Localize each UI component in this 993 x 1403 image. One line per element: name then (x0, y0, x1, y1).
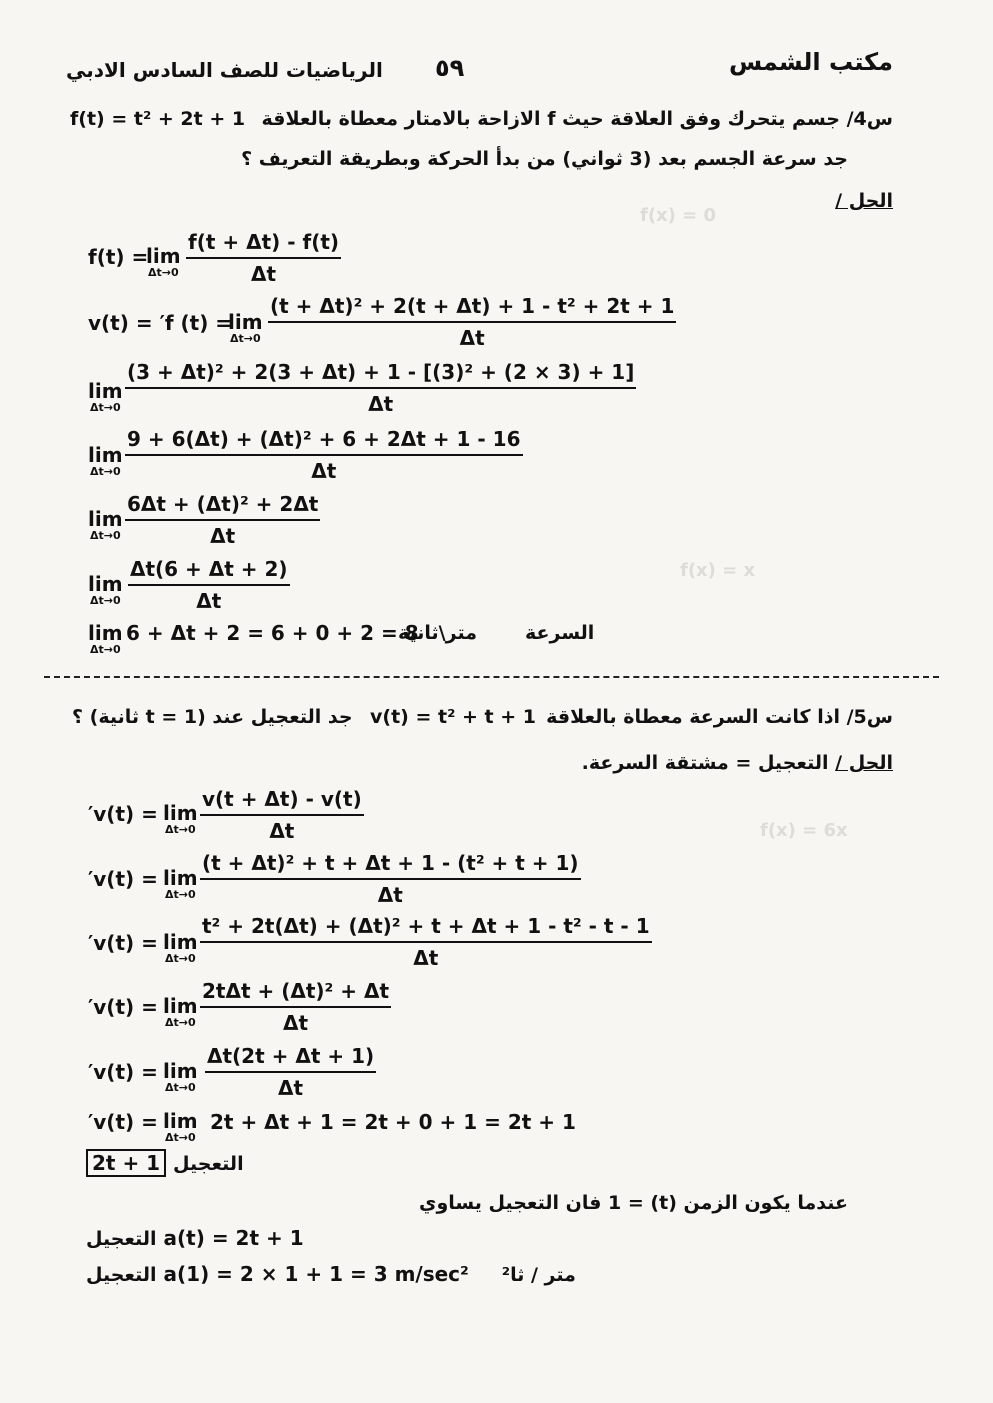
q5-row-lim: lim Δt→0 (163, 930, 198, 965)
q4-row-lim: lim Δt→0 (146, 244, 181, 279)
q4-final-lim: lim Δt→0 (88, 621, 123, 656)
q5-a-t-expression: a(t) = 2t + 1 (163, 1226, 304, 1250)
q5-a-1-word: التعجيل (86, 1264, 157, 1286)
q4-solution-label: الحل / (835, 190, 893, 212)
q4-final-word: السرعة (525, 622, 595, 644)
q5-boxed-value: 2t + 1 (86, 1149, 166, 1177)
q4-row-lhs: v(t) = ′f (t) = (88, 311, 233, 335)
q5-row-lim: lim Δt→0 (163, 994, 198, 1029)
q4-row-fraction: $\frac{\Delta t(6 + \Delta t + 2)}{\Delta t}$ (130, 557, 288, 613)
q5-title-text: س5/ اذا كانت السرعة معطاة بالعلاقة (546, 706, 893, 728)
q5-a-t-line (86, 1226, 304, 1250)
q4-row-lim: lim Δt→0 (88, 443, 123, 478)
q4-row-fraction: $\frac{f(t + \Delta t) - f(t)}{\Delta t}$ (188, 230, 340, 286)
q4-row-fraction: $\frac{\text{(t + Δt)² + 2(t + Δt) + 1 - t² + 2t + 1}}{\Delta t}$ (270, 294, 675, 350)
q4-row-lim: lim Δt→0 (88, 572, 123, 607)
q5-when-text: عندما يكون الزمن (t) = 1 فان التعجيل يساوي (419, 1192, 848, 1214)
q5-row-lim: lim Δt→0 (163, 801, 198, 836)
q4-line2: جد سرعة الجسم بعد (3 ثواني) من بدأ الحركة وبطريقة التعريف ؟ (241, 148, 848, 170)
header-subject: الرياضيات للصف السادس الادبي (66, 58, 383, 82)
q4-row-lhs: f(t) = (88, 245, 149, 269)
q5-title-tail: جد التعجيل عند (t = 1 ثانية) ؟ (72, 706, 353, 728)
q5-boxed-word: التعجيل (173, 1153, 244, 1175)
q5-row-lim: lim Δt→0 (163, 866, 198, 901)
bleed-through-text: f(x) = x (680, 560, 756, 581)
q4-row-lim: lim Δt→0 (88, 507, 123, 542)
q5-row-lhs: ′v(t) = (88, 1060, 158, 1084)
header-page-number: ٥٩ (435, 54, 465, 82)
q4-final-unit: متر\ثانية (398, 622, 477, 644)
q5-a-1-unit: متر / ثا² (501, 1264, 576, 1286)
q5-row-lhs: ′v(t) = (88, 931, 158, 955)
q5-row-fraction: $\frac{\text{(t + Δt)² + t + Δt + 1 - (t² + t + 1)}}{\Delta t}$ (202, 851, 579, 907)
q4-title (262, 108, 893, 130)
q4-row-lim: lim Δt→0 (228, 310, 263, 345)
q5-row-lhs: ′v(t) = (88, 802, 158, 826)
q5-row-lhs: ′v(t) = (88, 995, 158, 1019)
header-brand: مكتب الشمس (728, 48, 893, 76)
q5-solution-note: التعجيل = مشتقة السرعة. (581, 752, 829, 774)
q5-row-fraction: $\frac{\text{t² + 2t(Δt) + (Δt)² + t + Δt + 1 - t² - t - 1}}{\Delta t}$ (202, 914, 650, 970)
bleed-through-text: f(x) = 0 (640, 205, 717, 226)
q5-title (546, 706, 893, 728)
q5-row-fraction: $\frac{\Delta t(2t + \Delta t + 1)}{\Delta t}$ (207, 1044, 375, 1100)
q5-final-expression: 2t + Δt + 1 = 2t + 0 + 1 = 2t + 1 (210, 1110, 576, 1134)
q5-a-1-line (86, 1262, 576, 1286)
q4-final-expression: 6 + Δt + 2 = 6 + 0 + 2 = 8 (126, 621, 419, 645)
q4-row-lim: lim Δt→0 (88, 379, 123, 414)
q4-title-text: س4/ جسم يتحرك وفق العلاقة حيث f الازاحة بالامتار معطاة بالعلاقة (261, 108, 893, 130)
q5-row-fraction: $\frac{v(t + \Delta t) - v(t)}{\Delta t}$ (202, 787, 362, 843)
q4-row-fraction: $\frac{\text{9 + 6(Δt) + (Δt)² + 6 + 2Δt + 1 - 16}}{\Delta t}$ (127, 427, 521, 483)
q4-row-fraction: $\frac{\text{6Δt + (Δt)² + 2Δt}}{\Delta t}$ (127, 492, 319, 548)
q5-a-t-word: التعجيل (86, 1228, 157, 1250)
q4-function: f(t) = t² + 2t + 1 (70, 108, 246, 130)
q5-boxed-result (86, 1151, 244, 1175)
section-divider (44, 676, 939, 678)
q5-a-1-expression: a(1) = 2 × 1 + 1 = 3 m/sec² (163, 1262, 469, 1286)
q5-row-lim: lim Δt→0 (163, 1059, 198, 1094)
q5-row-lhs: ′v(t) = (88, 867, 158, 891)
q5-final-lhs: ′v(t) = (88, 1110, 158, 1134)
q5-function: v(t) = t² + t + 1 (370, 706, 536, 728)
q4-row-fraction: $\frac{\text{(3 + Δt)² + 2(3 + Δt) + 1 - [(3)² + (2 × 3) + 1]}}{\Delta t}$ (127, 360, 635, 416)
q5-solution-label: الحل / (835, 752, 893, 774)
bleed-through-text: f(x) = 6x (760, 820, 848, 841)
q5-solution-line (582, 752, 893, 774)
q5-row-fraction: 2tΔt + (Δt)² + Δt Δt (202, 979, 390, 1035)
q5-final-lim: lim Δt→0 (163, 1109, 198, 1144)
